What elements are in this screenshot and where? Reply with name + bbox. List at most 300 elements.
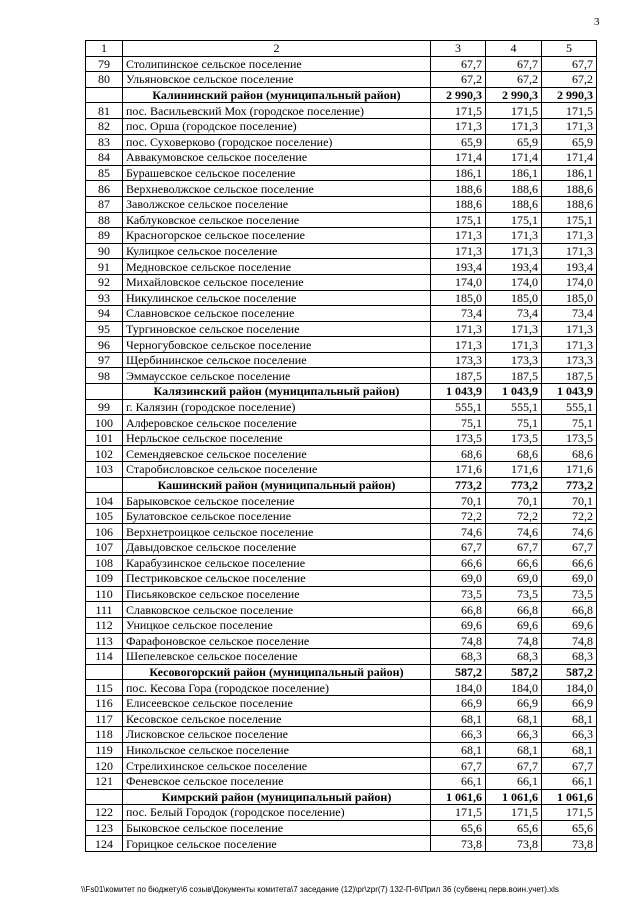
settlement-name: Кулицкое сельское поселение <box>123 243 431 259</box>
table-row <box>86 617 597 633</box>
settlement-name: Кесовское сельское поселение <box>123 711 431 727</box>
table-row <box>86 649 597 665</box>
value-col-4: 171,3 <box>486 243 542 259</box>
table-row <box>86 462 597 478</box>
value-col-4: 66,1 <box>486 773 542 789</box>
table-row <box>86 259 597 275</box>
value-col-3: 69,6 <box>431 617 486 633</box>
row-number: 122 <box>86 805 123 821</box>
table-row <box>86 306 597 322</box>
value-col-3: 173,3 <box>431 352 486 368</box>
value-col-4: 171,3 <box>486 118 542 134</box>
value-col-5: 171,3 <box>542 337 597 353</box>
file-path-footer: \\Fs01\комитет по бюджету\6 созыв\Документы комитета\7 заседание (12)\pr\zpr(7) 132-П-6\Прил 36 (субвенц перв.воин.учет).xls <box>81 885 559 894</box>
value-col-4: 67,7 <box>486 56 542 72</box>
settlement-name: Шепелевское сельское поселение <box>123 649 431 665</box>
settlement-name: Тургиновское сельское поселение <box>123 321 431 337</box>
table-row <box>86 633 597 649</box>
table-row <box>86 711 597 727</box>
value-col-4: 171,3 <box>486 321 542 337</box>
value-col-3: 193,4 <box>431 259 486 275</box>
row-number: 88 <box>86 212 123 228</box>
row-number: 120 <box>86 758 123 774</box>
settlement-name: Черногубовское сельское поселение <box>123 337 431 353</box>
value-col-4: 1 061,6 <box>486 789 542 805</box>
table-row <box>86 228 597 244</box>
table-row <box>86 540 597 556</box>
value-col-5: 66,1 <box>542 773 597 789</box>
value-col-5: 174,0 <box>542 274 597 290</box>
settlement-name: Кашинский район (муниципальный район) <box>123 477 431 493</box>
settlement-name: Карабузинское сельское поселение <box>123 555 431 571</box>
table-row <box>86 196 597 212</box>
value-col-4: 171,5 <box>486 103 542 119</box>
value-col-4: 171,3 <box>486 228 542 244</box>
table-row <box>86 446 597 462</box>
row-number: 83 <box>86 134 123 150</box>
value-col-3: 68,1 <box>431 742 486 758</box>
settlement-name: Нерльское сельское поселение <box>123 430 431 446</box>
value-col-5: 175,1 <box>542 212 597 228</box>
value-col-3: 67,7 <box>431 540 486 556</box>
value-col-5: 75,1 <box>542 415 597 431</box>
table-row <box>86 321 597 337</box>
value-col-3: 171,3 <box>431 337 486 353</box>
row-number: 80 <box>86 72 123 88</box>
value-col-3: 555,1 <box>431 399 486 415</box>
table-row <box>86 571 597 587</box>
value-col-5: 188,6 <box>542 181 597 197</box>
settlement-name: Калязинский район (муниципальный район) <box>123 384 431 400</box>
value-col-4: 184,0 <box>486 680 542 696</box>
value-col-4: 171,3 <box>486 337 542 353</box>
value-col-4: 186,1 <box>486 165 542 181</box>
row-number: 85 <box>86 165 123 181</box>
settlement-name: Каблуковское сельское поселение <box>123 212 431 228</box>
table-row <box>86 56 597 72</box>
value-col-4: 68,6 <box>486 446 542 462</box>
table-row <box>86 212 597 228</box>
value-col-5: 68,6 <box>542 446 597 462</box>
value-col-3: 67,7 <box>431 758 486 774</box>
settlement-name: Барыковское сельское поселение <box>123 493 431 509</box>
table-row <box>86 836 597 852</box>
value-col-5: 1 043,9 <box>542 384 597 400</box>
value-col-3: 171,5 <box>431 805 486 821</box>
row-number: 98 <box>86 368 123 384</box>
value-col-5: 555,1 <box>542 399 597 415</box>
row-number: 99 <box>86 399 123 415</box>
value-col-5: 186,1 <box>542 165 597 181</box>
row-number <box>86 664 123 680</box>
value-col-3: 173,5 <box>431 430 486 446</box>
settlement-name: пос. Кесова Гора (городское поселение) <box>123 680 431 696</box>
table-row <box>86 368 597 384</box>
row-number: 95 <box>86 321 123 337</box>
header-cell: 3 <box>431 41 486 57</box>
row-number: 96 <box>86 337 123 353</box>
value-col-4: 555,1 <box>486 399 542 415</box>
row-number: 114 <box>86 649 123 665</box>
row-number: 92 <box>86 274 123 290</box>
value-col-4: 193,4 <box>486 259 542 275</box>
settlement-name: пос. Белый Городок (городское поселение) <box>123 805 431 821</box>
value-col-5: 68,3 <box>542 649 597 665</box>
row-number: 107 <box>86 540 123 556</box>
table-row <box>86 555 597 571</box>
value-col-3: 66,9 <box>431 695 486 711</box>
header-cell: 5 <box>542 41 597 57</box>
row-number: 102 <box>86 446 123 462</box>
settlement-name: Семендяевское сельское поселение <box>123 446 431 462</box>
value-col-3: 74,6 <box>431 524 486 540</box>
value-col-5: 66,3 <box>542 727 597 743</box>
table-row <box>86 586 597 602</box>
value-col-5: 67,7 <box>542 56 597 72</box>
row-number <box>86 477 123 493</box>
value-col-4: 66,6 <box>486 555 542 571</box>
value-col-4: 69,0 <box>486 571 542 587</box>
value-col-4: 66,3 <box>486 727 542 743</box>
settlement-name: Булатовское сельское поселение <box>123 508 431 524</box>
settlement-name: Калининский район (муниципальный район) <box>123 87 431 103</box>
row-number: 115 <box>86 680 123 696</box>
settlement-name: пос. Васильевский Мох (городское поселение) <box>123 103 431 119</box>
header-cell: 4 <box>486 41 542 57</box>
table-row <box>86 72 597 88</box>
row-number: 112 <box>86 617 123 633</box>
value-col-4: 185,0 <box>486 290 542 306</box>
value-col-3: 66,8 <box>431 602 486 618</box>
value-col-3: 72,2 <box>431 508 486 524</box>
value-col-4: 65,9 <box>486 134 542 150</box>
value-col-3: 171,3 <box>431 228 486 244</box>
value-col-3: 186,1 <box>431 165 486 181</box>
value-col-4: 67,7 <box>486 540 542 556</box>
value-col-5: 65,9 <box>542 134 597 150</box>
district-total-row <box>86 664 597 680</box>
value-col-3: 73,4 <box>431 306 486 322</box>
value-col-5: 173,5 <box>542 430 597 446</box>
settlement-name: Письяковское сельское поселение <box>123 586 431 602</box>
row-number: 105 <box>86 508 123 524</box>
table-row <box>86 274 597 290</box>
value-col-4: 773,2 <box>486 477 542 493</box>
row-number <box>86 87 123 103</box>
settlement-name: Быковское сельское поселение <box>123 820 431 836</box>
settlement-name: Верхнетроицкое сельское поселение <box>123 524 431 540</box>
value-col-3: 175,1 <box>431 212 486 228</box>
value-col-4: 67,7 <box>486 758 542 774</box>
settlement-name: Никольское сельское поселение <box>123 742 431 758</box>
table-row <box>86 493 597 509</box>
row-number: 84 <box>86 150 123 166</box>
value-col-4: 587,2 <box>486 664 542 680</box>
value-col-4: 174,0 <box>486 274 542 290</box>
header-row <box>86 41 597 57</box>
settlement-name: Феневское сельское поселение <box>123 773 431 789</box>
value-col-4: 171,5 <box>486 805 542 821</box>
value-col-3: 65,6 <box>431 820 486 836</box>
value-col-5: 187,5 <box>542 368 597 384</box>
value-col-3: 67,7 <box>431 56 486 72</box>
value-col-5: 67,2 <box>542 72 597 88</box>
settlement-name: пос. Суховерково (городское поселение) <box>123 134 431 150</box>
page-number: 3 <box>594 16 600 28</box>
settlement-name: Заволжское сельское поселение <box>123 196 431 212</box>
value-col-3: 2 990,3 <box>431 87 486 103</box>
settlement-name: Славковское сельское поселение <box>123 602 431 618</box>
value-col-5: 74,6 <box>542 524 597 540</box>
value-col-5: 70,1 <box>542 493 597 509</box>
table-row <box>86 695 597 711</box>
value-col-3: 65,9 <box>431 134 486 150</box>
value-col-3: 68,3 <box>431 649 486 665</box>
table-row <box>86 165 597 181</box>
settlement-name: Лисковское сельское поселение <box>123 727 431 743</box>
row-number: 89 <box>86 228 123 244</box>
district-total-row <box>86 384 597 400</box>
row-number: 123 <box>86 820 123 836</box>
table-body <box>86 41 597 852</box>
table-row <box>86 415 597 431</box>
settlement-name: Пестриковское сельское поселение <box>123 571 431 587</box>
value-col-4: 70,1 <box>486 493 542 509</box>
value-col-3: 67,2 <box>431 72 486 88</box>
value-col-3: 773,2 <box>431 477 486 493</box>
row-number: 86 <box>86 181 123 197</box>
row-number: 94 <box>86 306 123 322</box>
row-number: 117 <box>86 711 123 727</box>
table-row <box>86 602 597 618</box>
value-col-4: 173,5 <box>486 430 542 446</box>
table-row <box>86 352 597 368</box>
settlement-name: Кесовогорский район (муниципальный район) <box>123 664 431 680</box>
row-number: 111 <box>86 602 123 618</box>
value-col-3: 74,8 <box>431 633 486 649</box>
settlement-name: пос. Орша (городское поселение) <box>123 118 431 134</box>
value-col-5: 587,2 <box>542 664 597 680</box>
row-number: 90 <box>86 243 123 259</box>
settlement-name: Уницкое сельское поселение <box>123 617 431 633</box>
settlement-name: Щербининское сельское поселение <box>123 352 431 368</box>
value-col-3: 171,3 <box>431 243 486 259</box>
value-col-5: 2 990,3 <box>542 87 597 103</box>
value-col-5: 185,0 <box>542 290 597 306</box>
row-number <box>86 384 123 400</box>
value-col-4: 173,3 <box>486 352 542 368</box>
value-col-3: 73,5 <box>431 586 486 602</box>
table-row <box>86 118 597 134</box>
value-col-3: 68,1 <box>431 711 486 727</box>
row-number: 113 <box>86 633 123 649</box>
row-number: 91 <box>86 259 123 275</box>
value-col-5: 171,5 <box>542 805 597 821</box>
settlement-name: Михайловское сельское поселение <box>123 274 431 290</box>
value-col-3: 171,3 <box>431 321 486 337</box>
value-col-4: 73,8 <box>486 836 542 852</box>
table-row <box>86 805 597 821</box>
row-number: 118 <box>86 727 123 743</box>
value-col-4: 67,2 <box>486 72 542 88</box>
value-col-5: 184,0 <box>542 680 597 696</box>
value-col-5: 1 061,6 <box>542 789 597 805</box>
value-col-5: 171,6 <box>542 462 597 478</box>
value-col-3: 1 043,9 <box>431 384 486 400</box>
value-col-5: 68,1 <box>542 742 597 758</box>
header-cell: 2 <box>123 41 431 57</box>
settlement-name: Кимрский район (муниципальный район) <box>123 789 431 805</box>
value-col-4: 187,5 <box>486 368 542 384</box>
settlement-name: Давыдовское сельское поселение <box>123 540 431 556</box>
value-col-3: 73,8 <box>431 836 486 852</box>
row-number: 108 <box>86 555 123 571</box>
value-col-4: 175,1 <box>486 212 542 228</box>
value-col-4: 171,6 <box>486 462 542 478</box>
value-col-5: 171,5 <box>542 103 597 119</box>
value-col-5: 68,1 <box>542 711 597 727</box>
value-col-3: 66,3 <box>431 727 486 743</box>
settlement-name: Алферовское сельское поселение <box>123 415 431 431</box>
value-col-5: 66,8 <box>542 602 597 618</box>
table-row <box>86 134 597 150</box>
table-row <box>86 337 597 353</box>
row-number: 97 <box>86 352 123 368</box>
value-col-4: 73,5 <box>486 586 542 602</box>
value-col-4: 65,6 <box>486 820 542 836</box>
header-cell: 1 <box>86 41 123 57</box>
value-col-4: 72,2 <box>486 508 542 524</box>
value-col-3: 75,1 <box>431 415 486 431</box>
district-total-row <box>86 87 597 103</box>
value-col-5: 73,5 <box>542 586 597 602</box>
settlement-name: Столипинское сельское поселение <box>123 56 431 72</box>
value-col-4: 68,1 <box>486 742 542 758</box>
settlement-name: Горицкое сельское поселение <box>123 836 431 852</box>
table-row <box>86 181 597 197</box>
value-col-5: 193,4 <box>542 259 597 275</box>
value-col-3: 184,0 <box>431 680 486 696</box>
value-col-5: 66,9 <box>542 695 597 711</box>
value-col-4: 188,6 <box>486 181 542 197</box>
settlement-name: Фарафоновское сельское поселение <box>123 633 431 649</box>
settlement-name: Эммаусское сельское поселение <box>123 368 431 384</box>
value-col-3: 171,3 <box>431 118 486 134</box>
row-number: 116 <box>86 695 123 711</box>
row-number: 79 <box>86 56 123 72</box>
settlement-name: Верхневолжское сельское поселение <box>123 181 431 197</box>
settlement-name: Стрелихинское сельское поселение <box>123 758 431 774</box>
row-number: 100 <box>86 415 123 431</box>
value-col-4: 2 990,3 <box>486 87 542 103</box>
row-number: 121 <box>86 773 123 789</box>
settlement-name: г. Калязин (городское поселение) <box>123 399 431 415</box>
value-col-3: 68,6 <box>431 446 486 462</box>
table-row <box>86 680 597 696</box>
table-row <box>86 773 597 789</box>
row-number: 106 <box>86 524 123 540</box>
table-row <box>86 727 597 743</box>
district-total-row <box>86 789 597 805</box>
table-row <box>86 742 597 758</box>
row-number: 93 <box>86 290 123 306</box>
value-col-5: 171,3 <box>542 321 597 337</box>
table-row <box>86 820 597 836</box>
value-col-5: 67,7 <box>542 758 597 774</box>
value-col-4: 74,6 <box>486 524 542 540</box>
value-col-5: 188,6 <box>542 196 597 212</box>
value-col-5: 67,7 <box>542 540 597 556</box>
value-col-5: 73,8 <box>542 836 597 852</box>
value-col-3: 171,5 <box>431 103 486 119</box>
value-col-5: 171,4 <box>542 150 597 166</box>
settlement-name: Бурашевское сельское поселение <box>123 165 431 181</box>
allocation-table <box>85 40 597 852</box>
table-row <box>86 758 597 774</box>
value-col-3: 1 061,6 <box>431 789 486 805</box>
settlement-name: Старобисловское сельское поселение <box>123 462 431 478</box>
row-number: 124 <box>86 836 123 852</box>
value-col-4: 69,6 <box>486 617 542 633</box>
settlement-name: Красногорское сельское поселение <box>123 228 431 244</box>
row-number: 103 <box>86 462 123 478</box>
settlement-name: Аввакумовское сельское поселение <box>123 150 431 166</box>
table-row <box>86 290 597 306</box>
settlement-name: Медновское сельское поселение <box>123 259 431 275</box>
table-row <box>86 430 597 446</box>
settlement-name: Славновское сельское поселение <box>123 306 431 322</box>
table-row <box>86 150 597 166</box>
value-col-5: 69,0 <box>542 571 597 587</box>
value-col-5: 74,8 <box>542 633 597 649</box>
value-col-4: 66,8 <box>486 602 542 618</box>
value-col-3: 187,5 <box>431 368 486 384</box>
value-col-4: 66,9 <box>486 695 542 711</box>
table-row <box>86 399 597 415</box>
row-number: 81 <box>86 103 123 119</box>
value-col-4: 74,8 <box>486 633 542 649</box>
value-col-4: 1 043,9 <box>486 384 542 400</box>
table-row <box>86 243 597 259</box>
value-col-3: 66,1 <box>431 773 486 789</box>
value-col-3: 171,4 <box>431 150 486 166</box>
value-col-5: 69,6 <box>542 617 597 633</box>
value-col-4: 68,3 <box>486 649 542 665</box>
value-col-3: 185,0 <box>431 290 486 306</box>
row-number: 109 <box>86 571 123 587</box>
value-col-3: 171,6 <box>431 462 486 478</box>
value-col-3: 188,6 <box>431 181 486 197</box>
value-col-3: 188,6 <box>431 196 486 212</box>
row-number: 110 <box>86 586 123 602</box>
table-row <box>86 103 597 119</box>
row-number: 119 <box>86 742 123 758</box>
value-col-5: 72,2 <box>542 508 597 524</box>
settlement-name: Никулинское сельское поселение <box>123 290 431 306</box>
value-col-5: 65,6 <box>542 820 597 836</box>
value-col-4: 75,1 <box>486 415 542 431</box>
row-number: 87 <box>86 196 123 212</box>
row-number: 82 <box>86 118 123 134</box>
value-col-3: 69,0 <box>431 571 486 587</box>
value-col-4: 171,4 <box>486 150 542 166</box>
value-col-5: 171,3 <box>542 243 597 259</box>
value-col-3: 174,0 <box>431 274 486 290</box>
table-row <box>86 524 597 540</box>
value-col-3: 70,1 <box>431 493 486 509</box>
row-number: 104 <box>86 493 123 509</box>
value-col-5: 173,3 <box>542 352 597 368</box>
